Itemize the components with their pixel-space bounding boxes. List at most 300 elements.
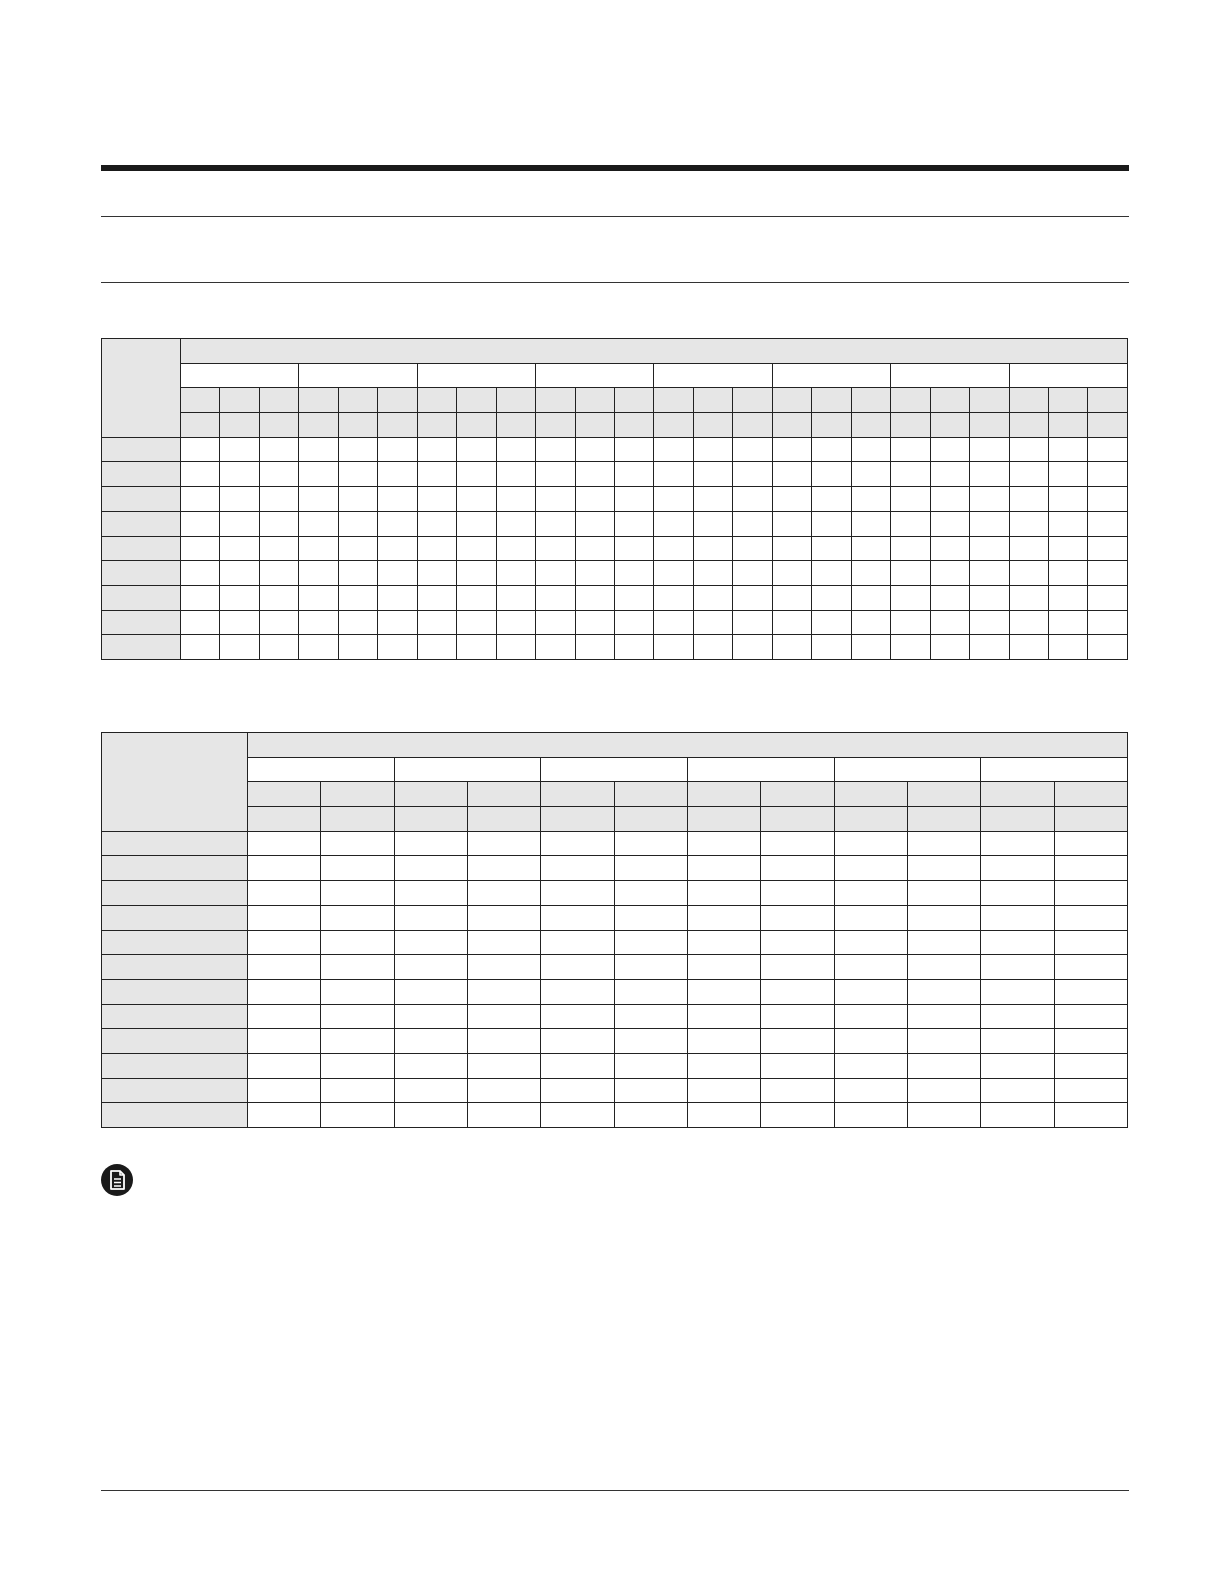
table-1-data-cell [891,487,930,512]
table-1-data-cell [1088,462,1128,487]
table-1-data-cell [457,437,496,462]
table-1-data-cell [970,462,1009,487]
table-2-main-header [248,733,1128,758]
table-1-subheader-cell [1088,388,1128,413]
table-2-row-label [102,1004,248,1029]
table-1-data-cell [614,585,653,610]
table-2-data-cell [1054,1103,1127,1128]
table-1-row-label [102,487,181,512]
table-2-data-row [102,955,1128,980]
table-1-data-cell [1009,487,1048,512]
table-2-row-label [102,881,248,906]
table-2-data-cell [394,881,467,906]
table-2-data-cell [394,979,467,1004]
table-1-data-cell [930,437,969,462]
table-1-data-cell [970,635,1009,660]
table-1-data-cell [693,437,732,462]
table-1-data-cell [536,511,575,536]
table-2-data-cell [761,1078,834,1103]
table-2-data-cell [467,979,540,1004]
table-1-data-cell [299,462,338,487]
table-1-data-cell [496,635,535,660]
table-1-data-cell [614,511,653,536]
table-1-data-cell [772,511,811,536]
table-1-row-label [102,561,181,586]
table-1-data-cell [181,487,220,512]
table-1-data-cell [812,561,851,586]
table-2-data-cell [907,1078,980,1103]
table-2-row-label [102,1078,248,1103]
table-2-row-label [102,1029,248,1054]
table-1-subheader-cell [891,413,930,438]
table-1-data-cell [496,536,535,561]
table-2-data-cell [1054,955,1127,980]
table-2-data-cell [907,856,980,881]
table-1-data-cell [733,437,772,462]
table-1-data-cell [575,437,614,462]
table-1-data-row [102,561,1128,586]
table-2-data-cell [467,955,540,980]
table-2-data-cell [981,1053,1054,1078]
table-1-data-cell [417,635,456,660]
table-2-data-cell [761,1053,834,1078]
table-1-subheader-cell [536,413,575,438]
table-1-data-cell [1048,487,1087,512]
table-2-data-cell [321,831,394,856]
table-2-group-header [834,757,981,782]
table-1-data-cell [457,462,496,487]
table-1-data-cell [417,487,456,512]
table-1-data-cell [220,487,259,512]
table-2-data-cell [687,979,760,1004]
table-1-subheader-cell [654,388,693,413]
table-1-subheader-cell [1048,413,1087,438]
table-2-subheader-cell [834,782,907,807]
table-1-data-cell [1088,511,1128,536]
table-2-data-cell [248,831,321,856]
table-1-row-label [102,462,181,487]
table-1-group-header [536,363,654,388]
table-2-data-cell [761,905,834,930]
table-2-data-row [102,979,1128,1004]
table-1-data-cell [733,511,772,536]
table-2-data-cell [1054,1004,1127,1029]
table-2-data-cell [541,1103,614,1128]
table-1-subheader-cell [733,388,772,413]
table-1-subheader-cell [733,413,772,438]
table-1-data-cell [299,536,338,561]
table-2-data-cell [907,1029,980,1054]
table-1-data-cell [851,536,890,561]
table-1-subheader-cell [259,388,298,413]
table-1-data-cell [812,511,851,536]
table-1-data-cell [693,487,732,512]
table-1-data-cell [654,437,693,462]
table-1-subheader-cell [575,413,614,438]
table-2-data-row [102,1053,1128,1078]
table-2-data-cell [687,881,760,906]
table-2-subheader-row [102,807,1128,832]
table-2-data-cell [321,1078,394,1103]
table-1-group-header [654,363,772,388]
table-2-subheader-cell [541,782,614,807]
table-1-data-cell [970,610,1009,635]
table-1-data-cell [1048,462,1087,487]
table-2-data-cell [248,955,321,980]
table-1-data-cell [457,610,496,635]
table-2-data-cell [614,1053,687,1078]
table-1-data-cell [220,462,259,487]
table-2-data-cell [761,979,834,1004]
table-1-data-row [102,635,1128,660]
table-1-data-cell [772,561,811,586]
table-1-data-cell [1048,437,1087,462]
table-2-data-cell [834,905,907,930]
table-1-data-cell [772,635,811,660]
table-1-subheader-cell [970,413,1009,438]
table-1-subheader-cell [812,413,851,438]
table-1-data-cell [654,511,693,536]
table-1-data-cell [536,610,575,635]
table-2-subheader-cell [981,807,1054,832]
header-thick-rule [101,165,1129,171]
table-2-data-cell [981,979,1054,1004]
table-2-row-label [102,955,248,980]
table-1-data-cell [812,462,851,487]
table-1-data-cell [181,462,220,487]
table-2-data-cell [614,905,687,930]
table-1-data-cell [1088,536,1128,561]
table-1-subheader-cell [812,388,851,413]
table-1-data-cell [733,585,772,610]
table-1-data-cell [536,635,575,660]
table-1-subheader-cell [181,413,220,438]
table-1-data-cell [536,487,575,512]
table-2-subheader-cell [1054,807,1127,832]
table-1-data-cell [1009,610,1048,635]
table-1-data-cell [299,585,338,610]
table-1-subheader-cell [299,388,338,413]
table-2-group-header-row [102,757,1128,782]
table-1-data-cell [496,437,535,462]
table-1-data-cell [851,437,890,462]
table-2-data-row [102,1029,1128,1054]
table-2-data-cell [761,856,834,881]
table-1-subheader-cell [417,413,456,438]
table-2-data-cell [394,1053,467,1078]
table-1-data-cell [299,487,338,512]
table-2-data-cell [467,856,540,881]
table-2-data-cell [834,955,907,980]
table-1-data-cell [338,511,377,536]
table-2-data-cell [541,955,614,980]
table-1-data-cell [733,487,772,512]
table-1-data-cell [496,585,535,610]
table-1-data-cell [930,487,969,512]
table-1-data-cell [220,561,259,586]
table-2-subheader-cell [467,807,540,832]
table-2-data-cell [467,930,540,955]
document-note-icon [101,1164,133,1196]
table-2-data-cell [321,979,394,1004]
table-1-data-cell [614,536,653,561]
table-2-data-cell [541,1078,614,1103]
spec-table-2 [101,732,1128,1128]
table-2-data-cell [834,881,907,906]
table-1-subheader-cell [1009,388,1048,413]
table-2-data-cell [1054,930,1127,955]
table-1-data-cell [181,536,220,561]
table-1-data-cell [457,561,496,586]
table-2-data-cell [321,955,394,980]
table-2-data-cell [541,1029,614,1054]
table-1-data-cell [970,487,1009,512]
table-1-data-cell [575,610,614,635]
table-1-data-cell [693,462,732,487]
table-1-corner-header [102,339,181,438]
table-2-data-cell [981,1004,1054,1029]
table-2-group-header [394,757,541,782]
table-1-data-cell [259,437,298,462]
table-1-data-cell [930,462,969,487]
table-2-group-header [687,757,834,782]
table-2-subheader-cell [687,782,760,807]
table-2-data-cell [614,979,687,1004]
table-1-data-cell [181,610,220,635]
table-2-data-row [102,1078,1128,1103]
table-2-subheader-cell [761,807,834,832]
table-1-subheader-cell [930,413,969,438]
table-2-data-cell [1054,1029,1127,1054]
table-1-data-cell [299,511,338,536]
table-1-data-cell [851,561,890,586]
table-2-data-row [102,881,1128,906]
table-1-data-cell [181,561,220,586]
table-1-data-cell [417,610,456,635]
table-1-subheader-cell [496,413,535,438]
table-1-data-cell [1048,511,1087,536]
table-2-data-cell [541,1053,614,1078]
table-1-group-header [772,363,890,388]
table-1-data-cell [891,462,930,487]
table-1-row-label [102,437,181,462]
table-1-data-cell [259,462,298,487]
table-1-subheader-cell [181,388,220,413]
table-2-data-cell [907,955,980,980]
table-2-data-cell [467,1004,540,1029]
table-1-data-cell [536,437,575,462]
table-1-data-cell [181,635,220,660]
table-1-row-label [102,585,181,610]
table-2-data-cell [687,831,760,856]
table-2-data-cell [834,831,907,856]
table-1-data-cell [851,635,890,660]
table-1-subheader-cell [614,388,653,413]
table-2-data-cell [248,930,321,955]
table-1-data-cell [654,536,693,561]
table-2-data-cell [614,1103,687,1128]
table-1-row-label [102,610,181,635]
table-2-data-cell [541,930,614,955]
table-2-data-cell [687,1004,760,1029]
table-2-subheader-cell [248,782,321,807]
table-2-data-cell [467,1103,540,1128]
table-1-data-cell [1048,585,1087,610]
table-2-data-cell [834,1053,907,1078]
table-1-data-cell [457,487,496,512]
table-1-data-cell [891,437,930,462]
table-2-data-row [102,831,1128,856]
table-1-data-cell [1048,561,1087,586]
table-2-data-cell [834,856,907,881]
table-1-data-cell [378,585,417,610]
table-2-data-cell [321,1103,394,1128]
table-2-subheader-cell [541,807,614,832]
table-1-subheader-cell [220,388,259,413]
table-1-data-cell [772,536,811,561]
table-2-data-cell [1054,856,1127,881]
table-1-data-cell [1009,635,1048,660]
table-1-subheader-cell [457,413,496,438]
table-1-data-cell [220,437,259,462]
table-2-subheader-cell [907,807,980,832]
table-2-data-cell [687,1029,760,1054]
table-2-data-cell [248,905,321,930]
table-1-data-cell [891,635,930,660]
table-2-data-cell [834,930,907,955]
table-2-data-cell [614,1078,687,1103]
table-1-data-cell [496,561,535,586]
table-2-data-cell [467,1053,540,1078]
table-1-data-cell [851,511,890,536]
table-1-data-cell [378,561,417,586]
table-1-data-cell [1088,635,1128,660]
table-2-data-cell [614,930,687,955]
table-1-data-cell [654,585,693,610]
table-2-data-cell [907,905,980,930]
table-1-data-cell [1009,585,1048,610]
table-2-data-cell [394,1029,467,1054]
table-1-data-cell [220,536,259,561]
table-2-group-header [248,757,395,782]
table-1-data-cell [1088,610,1128,635]
table-1-data-row [102,487,1128,512]
table-2-data-cell [321,856,394,881]
table-1-data-row [102,610,1128,635]
table-2-data-cell [761,930,834,955]
table-1-data-cell [1009,536,1048,561]
table-2-data-cell [248,1029,321,1054]
table-1-data-cell [457,511,496,536]
table-1-data-cell [772,437,811,462]
table-2-subheader-cell [394,782,467,807]
table-1-data-cell [930,536,969,561]
table-2-data-cell [834,1004,907,1029]
table-2-data-cell [907,1004,980,1029]
table-1-data-cell [891,511,930,536]
table-2-subheader-cell [1054,782,1127,807]
table-2-data-cell [1054,979,1127,1004]
table-2-data-cell [248,979,321,1004]
table-1-subheader-cell [693,388,732,413]
table-1-data-cell [299,635,338,660]
table-1-data-cell [614,462,653,487]
table-1-subheader-cell [851,413,890,438]
table-2-data-cell [761,881,834,906]
table-1-data-cell [181,585,220,610]
header-thin-rule-bottom [101,282,1129,283]
table-1-header-row [102,339,1128,364]
table-2-data-cell [981,930,1054,955]
table-1-data-cell [614,437,653,462]
table-2-data-cell [467,831,540,856]
table-1-data-cell [812,536,851,561]
table-1-data-cell [614,561,653,586]
table-1-data-cell [299,610,338,635]
table-1-data-cell [772,610,811,635]
table-1-data-cell [693,610,732,635]
table-2-data-cell [981,905,1054,930]
table-1-data-cell [338,487,377,512]
table-1-data-cell [891,610,930,635]
footer-rule [101,1490,1129,1491]
table-1-data-cell [575,561,614,586]
table-1-subheader-cell [772,388,811,413]
table-1-subheader-cell [417,388,456,413]
table-1-data-cell [536,561,575,586]
table-2-data-row [102,1004,1128,1029]
table-1-data-cell [378,437,417,462]
table-2-data-cell [248,1103,321,1128]
table-1-data-cell [259,487,298,512]
table-2-data-cell [321,1053,394,1078]
table-1-data-cell [378,462,417,487]
table-2-row-label [102,1053,248,1078]
table-2-data-cell [981,856,1054,881]
table-1-data-cell [575,462,614,487]
table-2-data-cell [248,1004,321,1029]
table-1-subheader-cell [614,413,653,438]
table-1-data-cell [930,561,969,586]
table-2-data-cell [614,1004,687,1029]
table-2-data-cell [907,881,980,906]
table-2-data-cell [248,1053,321,1078]
table-1-data-cell [457,585,496,610]
table-2-data-cell [394,1004,467,1029]
table-1-data-cell [891,585,930,610]
table-1-data-cell [259,511,298,536]
table-2-data-cell [467,881,540,906]
table-2-data-cell [394,1103,467,1128]
table-2-data-cell [761,1029,834,1054]
table-2-subheader-cell [981,782,1054,807]
table-2-data-cell [614,1029,687,1054]
table-2-data-row [102,905,1128,930]
table-2-data-cell [1054,1078,1127,1103]
table-1-data-cell [733,536,772,561]
table-1-data-cell [812,635,851,660]
table-2-data-cell [834,1103,907,1128]
table-2-subheader-row [102,782,1128,807]
table-1-subheader-cell [693,413,732,438]
table-2-data-cell [687,930,760,955]
table-1-group-header-row [102,363,1128,388]
table-2-subheader-cell [614,807,687,832]
table-2-data-cell [981,1103,1054,1128]
table-2-data-cell [1054,905,1127,930]
table-2-data-cell [467,905,540,930]
table-1-group-header [891,363,1009,388]
